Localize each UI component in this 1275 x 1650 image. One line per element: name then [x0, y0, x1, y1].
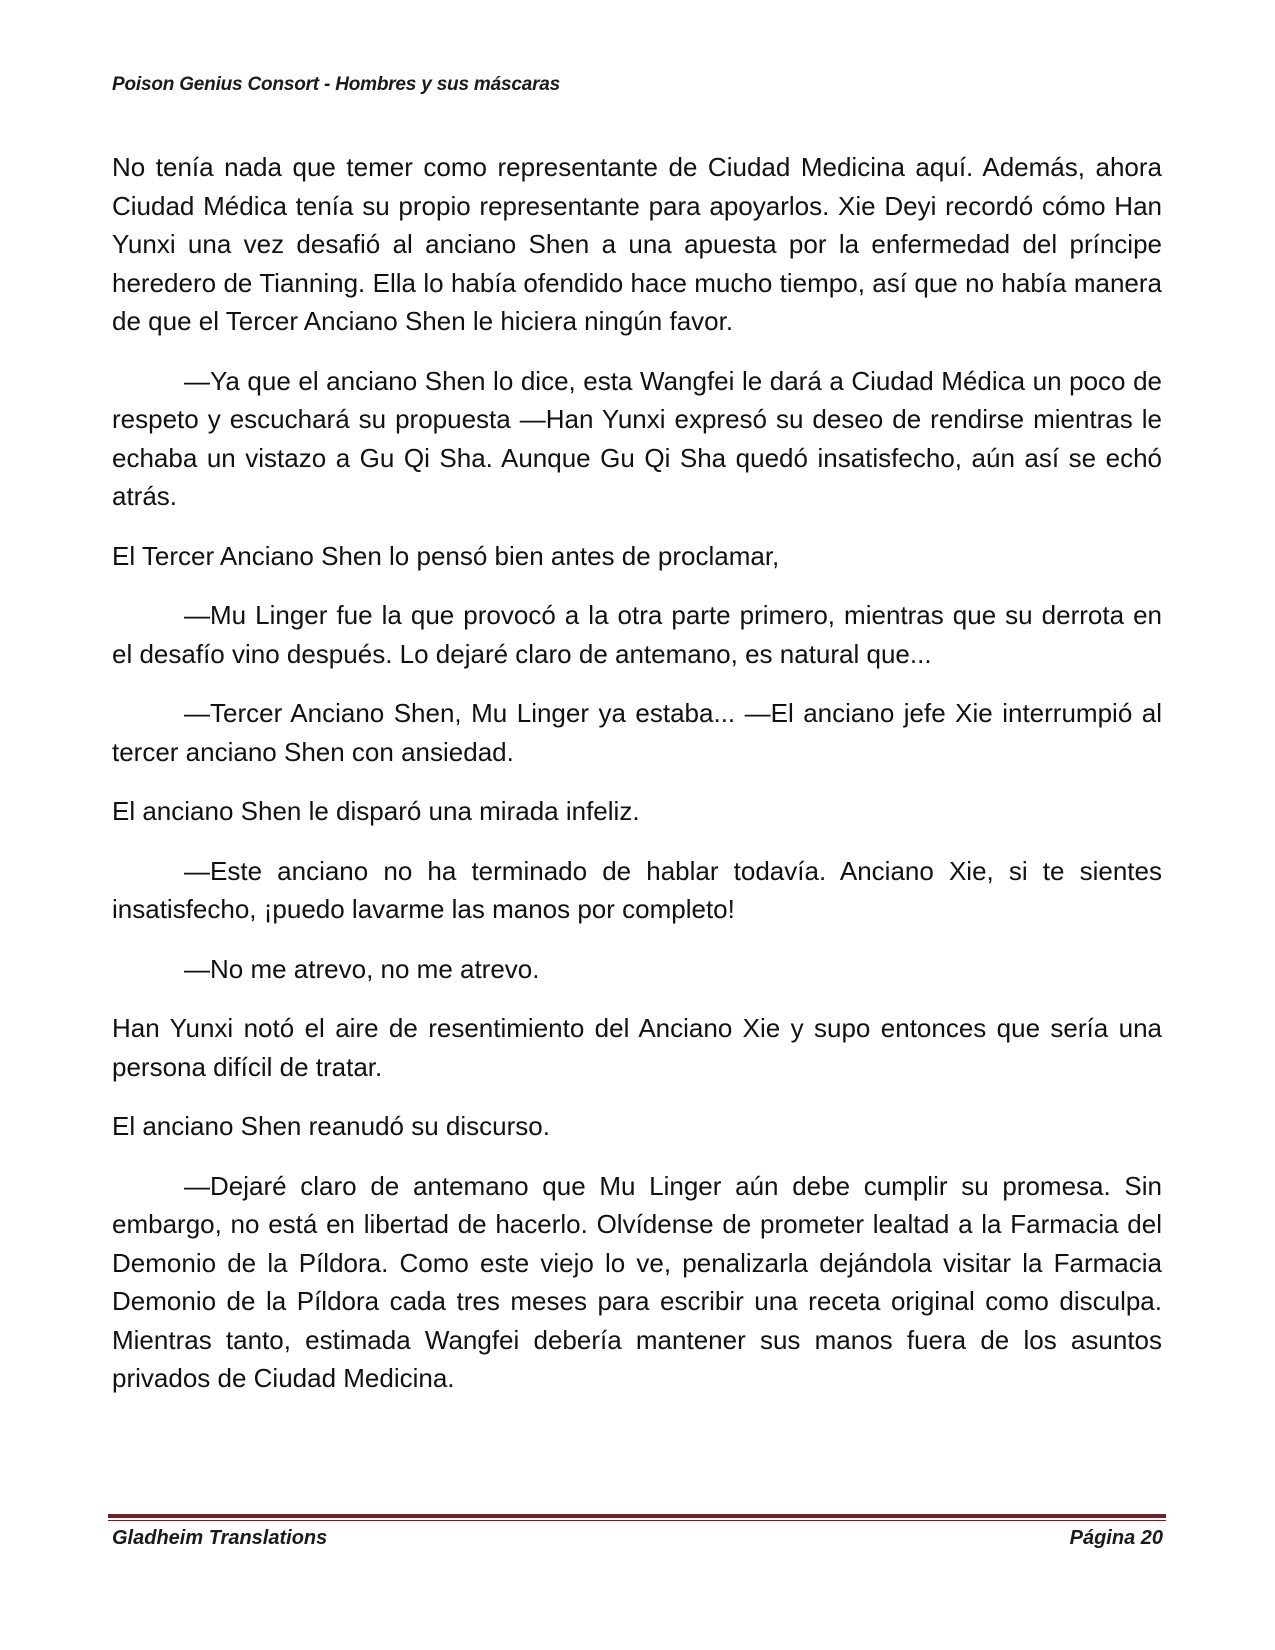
footer-divider [108, 1514, 1166, 1518]
paragraph: —Dejaré claro de antemano que Mu Linger aún debe cumplir su promesa. Sin embargo, no está en libertad de hacerlo. Olvídense de prometer lealtad a la Farmacia del Demonio de la Píldora. Como este viejo lo ve, penalizarla dejándola visitar la Farmacia Demonio de la Píldora cada tres meses para escribir una receta original como disculpa. Mientras tanto, estimada Wangfei debería mantener sus manos fuera de los asuntos privados de Ciudad Medicina. [112, 1170, 1162, 1393]
page-header: Poison Genius Consort - Hombres y sus máscaras [112, 74, 560, 95]
paragraph: Han Yunxi notó el aire de resentimiento del Anciano Xie y supo entonces que sería una persona difícil de tratar. [112, 1013, 1162, 1082]
paragraph: El anciano Shen reanudó su discurso. [112, 1111, 550, 1141]
paragraph: No tenía nada que temer como representante de Ciudad Medicina aquí. Además, ahora Ciudad Médica tenía su propio representante para apoyarlos. Xie Deyi recordó cómo Han Yunxi una vez desafió al anciano Shen a una apuesta por la enfermedad del príncipe heredero de Tianning. Ella lo había ofendido hace mucho tiempo, así que no había manera de que el Tercer Anciano Shen le hiciera ningún favor. [112, 152, 1162, 336]
paragraph: —Ya que el anciano Shen lo dice, esta Wangfei le dará a Ciudad Médica un poco de respeto y escuchará su propuesta —Han Yunxi expresó su deseo de rendirse mientras le echaba un vistazo a Gu Qi Sha. Aunque Gu Qi Sha quedó insatisfecho, aún así se echó atrás. [112, 365, 1162, 511]
footer-credit: Gladheim Translations [112, 1527, 328, 1549]
paragraph: —No me atrevo, no me atrevo. [184, 953, 540, 984]
paragraph: —Este anciano no ha terminado de hablar todavía. Anciano Xie, si te sientes insatisfecho, ¡puedo lavarme las manos por completo! [112, 855, 1162, 924]
paragraph: El Tercer Anciano Shen lo pensó bien antes de proclamar, [112, 540, 780, 571]
paragraph: —Mu Linger fue la que provocó a la otra parte primero, mientras que su derrota en el desafío vino después. Lo dejaré claro de antemano, es natural que... [112, 600, 1162, 669]
paragraph: —Tercer Anciano Shen, Mu Linger ya estaba... —El anciano jefe Xie interrumpió al tercer anciano Shen con ansiedad. [112, 698, 1162, 767]
page-number: Página 20 [1069, 1527, 1163, 1549]
footer-divider-thin [108, 1520, 1166, 1521]
page-body [112, 148, 1162, 1419]
paragraph: El anciano Shen le disparó una mirada infeliz. [112, 796, 640, 826]
